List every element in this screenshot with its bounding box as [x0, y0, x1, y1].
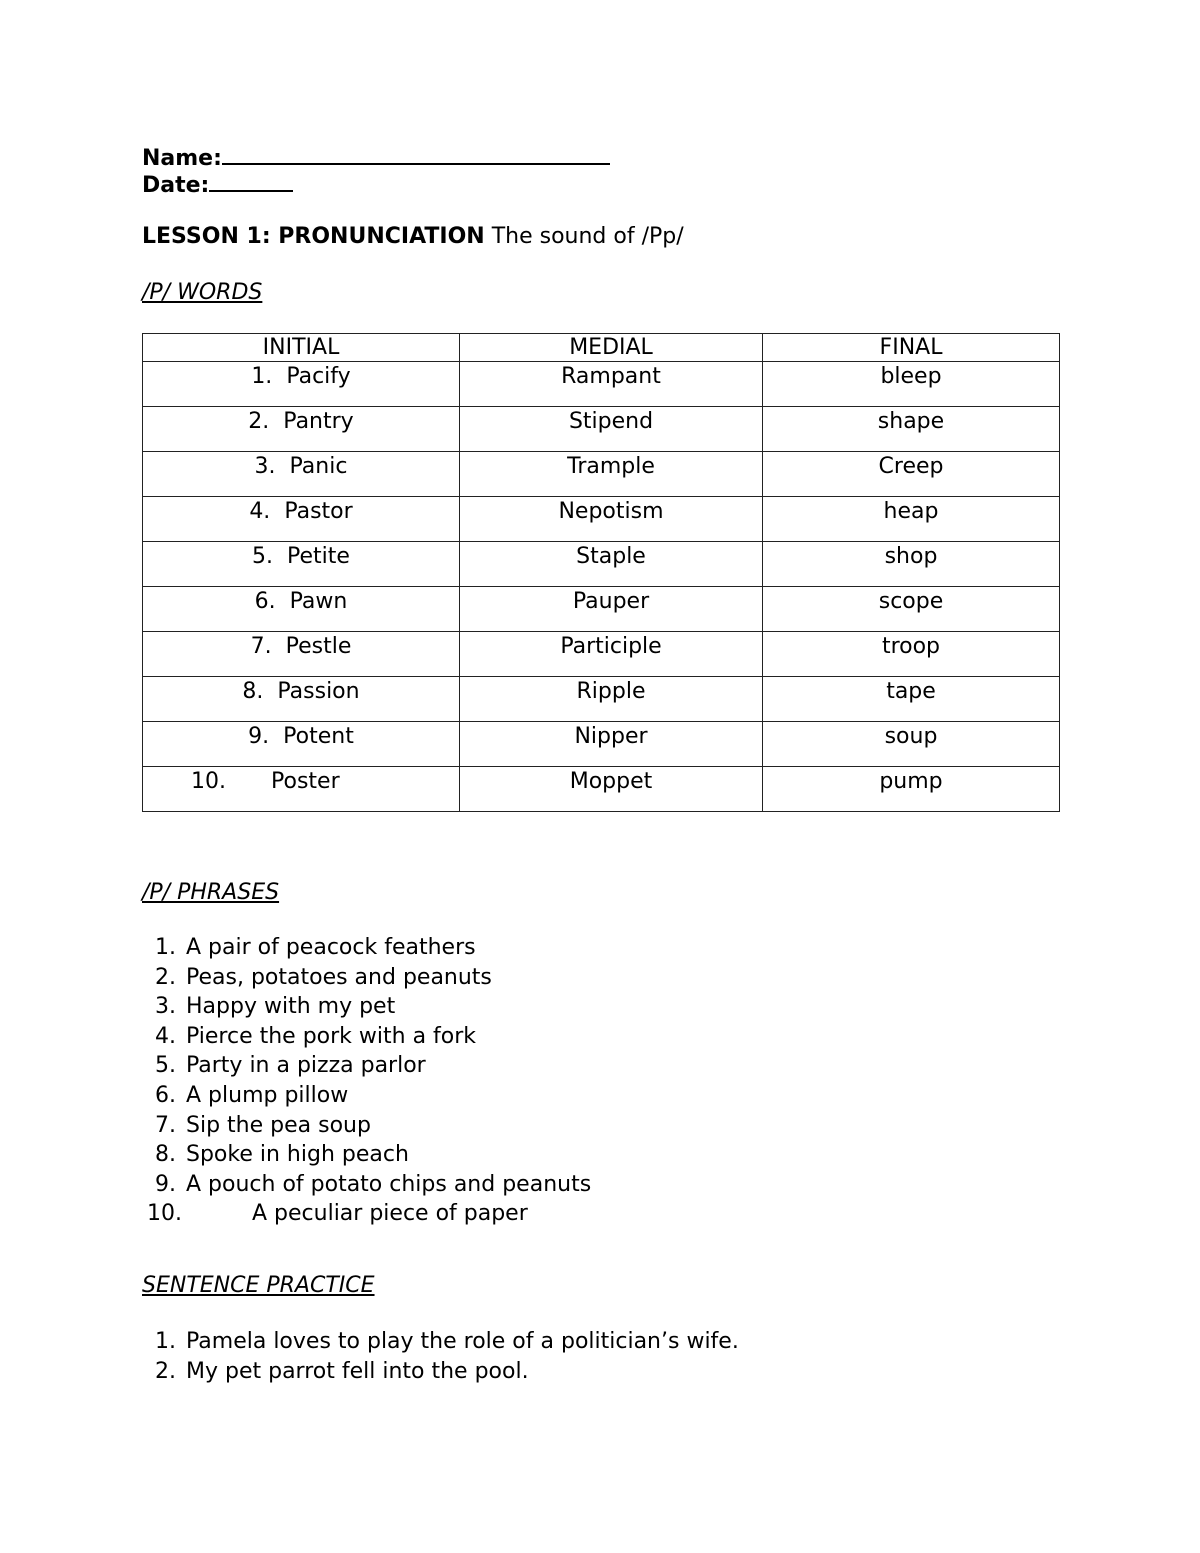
phrases-heading: /P/ PHRASES — [142, 880, 280, 905]
item-number: 1. — [155, 935, 176, 960]
initial-word: Potent — [283, 724, 354, 749]
final-cell: tape — [763, 677, 1060, 722]
list-item — [142, 1170, 591, 1200]
table-row — [143, 722, 1060, 767]
table-row — [143, 452, 1060, 497]
table-row — [143, 677, 1060, 722]
item-text: Peas, potatoes and peanuts — [186, 964, 492, 990]
medial-cell: Staple — [460, 542, 763, 587]
name-blank[interactable] — [222, 141, 610, 165]
list-item — [142, 1022, 591, 1052]
phrases-list — [142, 933, 591, 1229]
item-text: A pair of peacock feathers — [186, 935, 476, 960]
final-cell: scope — [763, 587, 1060, 632]
medial-cell: Pauper — [460, 587, 763, 632]
initial-word: Pawn — [289, 589, 348, 614]
sentence-heading: SENTENCE PRACTICE — [142, 1273, 375, 1298]
table-header-row — [143, 334, 1060, 362]
row-number: 9. — [248, 724, 270, 749]
list-item — [142, 1051, 591, 1081]
list-item — [142, 1111, 591, 1141]
table-row — [143, 362, 1060, 407]
final-cell: heap — [763, 497, 1060, 542]
list-item — [142, 1327, 739, 1357]
lesson-title — [142, 223, 684, 251]
words-table-body — [143, 362, 1060, 812]
medial-cell: Ripple — [460, 677, 763, 722]
initial-word: Panic — [289, 454, 348, 479]
words-table — [142, 333, 1060, 812]
medial-cell: Participle — [460, 632, 763, 677]
row-number: 3. — [254, 454, 276, 479]
item-text: Happy with my pet — [186, 994, 396, 1020]
row-number: 2. — [248, 409, 270, 434]
final-cell: pump — [763, 767, 1060, 812]
date-label: Date: — [142, 173, 210, 198]
column-header-initial: INITIAL — [143, 334, 460, 362]
list-item — [142, 933, 591, 963]
initial-word: Pacify — [286, 364, 351, 389]
initial-cell — [143, 497, 460, 542]
item-number: 4. — [155, 1023, 176, 1049]
row-number: 5. — [252, 544, 274, 569]
item-number: 2. — [155, 1358, 176, 1384]
item-number: 9. — [155, 1171, 176, 1197]
initial-cell — [143, 542, 460, 587]
initial-cell — [143, 677, 460, 722]
medial-cell: Nepotism — [460, 497, 763, 542]
initial-cell — [143, 407, 460, 452]
initial-word: Pantry — [283, 409, 354, 434]
table-row — [143, 632, 1060, 677]
item-text: My pet parrot fell into the pool. — [186, 1358, 529, 1384]
date-line — [142, 168, 293, 200]
list-item — [142, 992, 591, 1022]
item-number: 6. — [155, 1082, 176, 1108]
initial-word: Pestle — [285, 634, 352, 659]
initial-word: Petite — [287, 544, 350, 569]
row-number: 1. — [251, 364, 273, 389]
medial-cell: Moppet — [460, 767, 763, 812]
initial-word: Passion — [277, 679, 360, 704]
item-number: 7. — [155, 1112, 176, 1138]
row-number: 7. — [250, 634, 272, 659]
item-text: A pouch of potato chips and peanuts — [186, 1171, 592, 1197]
item-text: Party in a pizza parlor — [186, 1053, 426, 1079]
initial-cell — [143, 632, 460, 677]
row-number: 6. — [254, 589, 276, 614]
item-text: A plump pillow — [186, 1082, 349, 1108]
lesson-title-bold: LESSON 1: PRONUNCIATION — [142, 224, 485, 249]
final-cell: shop — [763, 542, 1060, 587]
row-number: 10. — [191, 769, 226, 794]
initial-cell — [143, 452, 460, 497]
item-number: 3. — [155, 994, 176, 1020]
item-number: 2. — [155, 964, 176, 990]
initial-cell — [143, 362, 460, 407]
item-text: Pamela loves to play the role of a politician’s wife. — [186, 1329, 739, 1354]
item-number: 5. — [155, 1053, 176, 1079]
final-cell: bleep — [763, 362, 1060, 407]
words-heading: /P/ WORDS — [142, 280, 263, 305]
item-number: 10. — [147, 1201, 182, 1227]
item-text: A peculiar piece of paper — [252, 1201, 528, 1227]
row-number: 4. — [249, 499, 271, 524]
final-cell: shape — [763, 407, 1060, 452]
table-row — [143, 587, 1060, 632]
item-text: Sip the pea soup — [186, 1112, 371, 1138]
item-text: Pierce the pork with a fork — [186, 1023, 477, 1049]
initial-cell — [143, 722, 460, 767]
lesson-title-rest: The sound of /Pp/ — [484, 224, 684, 249]
list-item — [142, 963, 591, 993]
list-item — [142, 1357, 739, 1387]
row-number: 8. — [242, 679, 264, 704]
table-row — [143, 542, 1060, 587]
date-blank[interactable] — [209, 168, 293, 192]
final-cell: Creep — [763, 452, 1060, 497]
medial-cell: Trample — [460, 452, 763, 497]
medial-cell: Rampant — [460, 362, 763, 407]
medial-cell: Nipper — [460, 722, 763, 767]
initial-word: Poster — [271, 769, 340, 794]
item-number: 1. — [155, 1329, 176, 1354]
final-cell: troop — [763, 632, 1060, 677]
sentence-list — [142, 1327, 739, 1386]
column-header-medial: MEDIAL — [460, 334, 763, 362]
item-number: 8. — [155, 1142, 176, 1168]
table-row — [143, 497, 1060, 542]
initial-word: Pastor — [284, 499, 353, 524]
column-header-final: FINAL — [763, 334, 1060, 362]
final-cell: soup — [763, 722, 1060, 767]
name-label: Name: — [142, 146, 222, 171]
initial-cell — [143, 587, 460, 632]
list-item — [142, 1081, 591, 1111]
item-text: Spoke in high peach — [186, 1142, 409, 1168]
medial-cell: Stipend — [460, 407, 763, 452]
initial-cell — [143, 767, 460, 812]
table-row — [143, 407, 1060, 452]
table-row — [143, 767, 1060, 812]
list-item — [142, 1140, 591, 1170]
list-item — [142, 1199, 591, 1229]
